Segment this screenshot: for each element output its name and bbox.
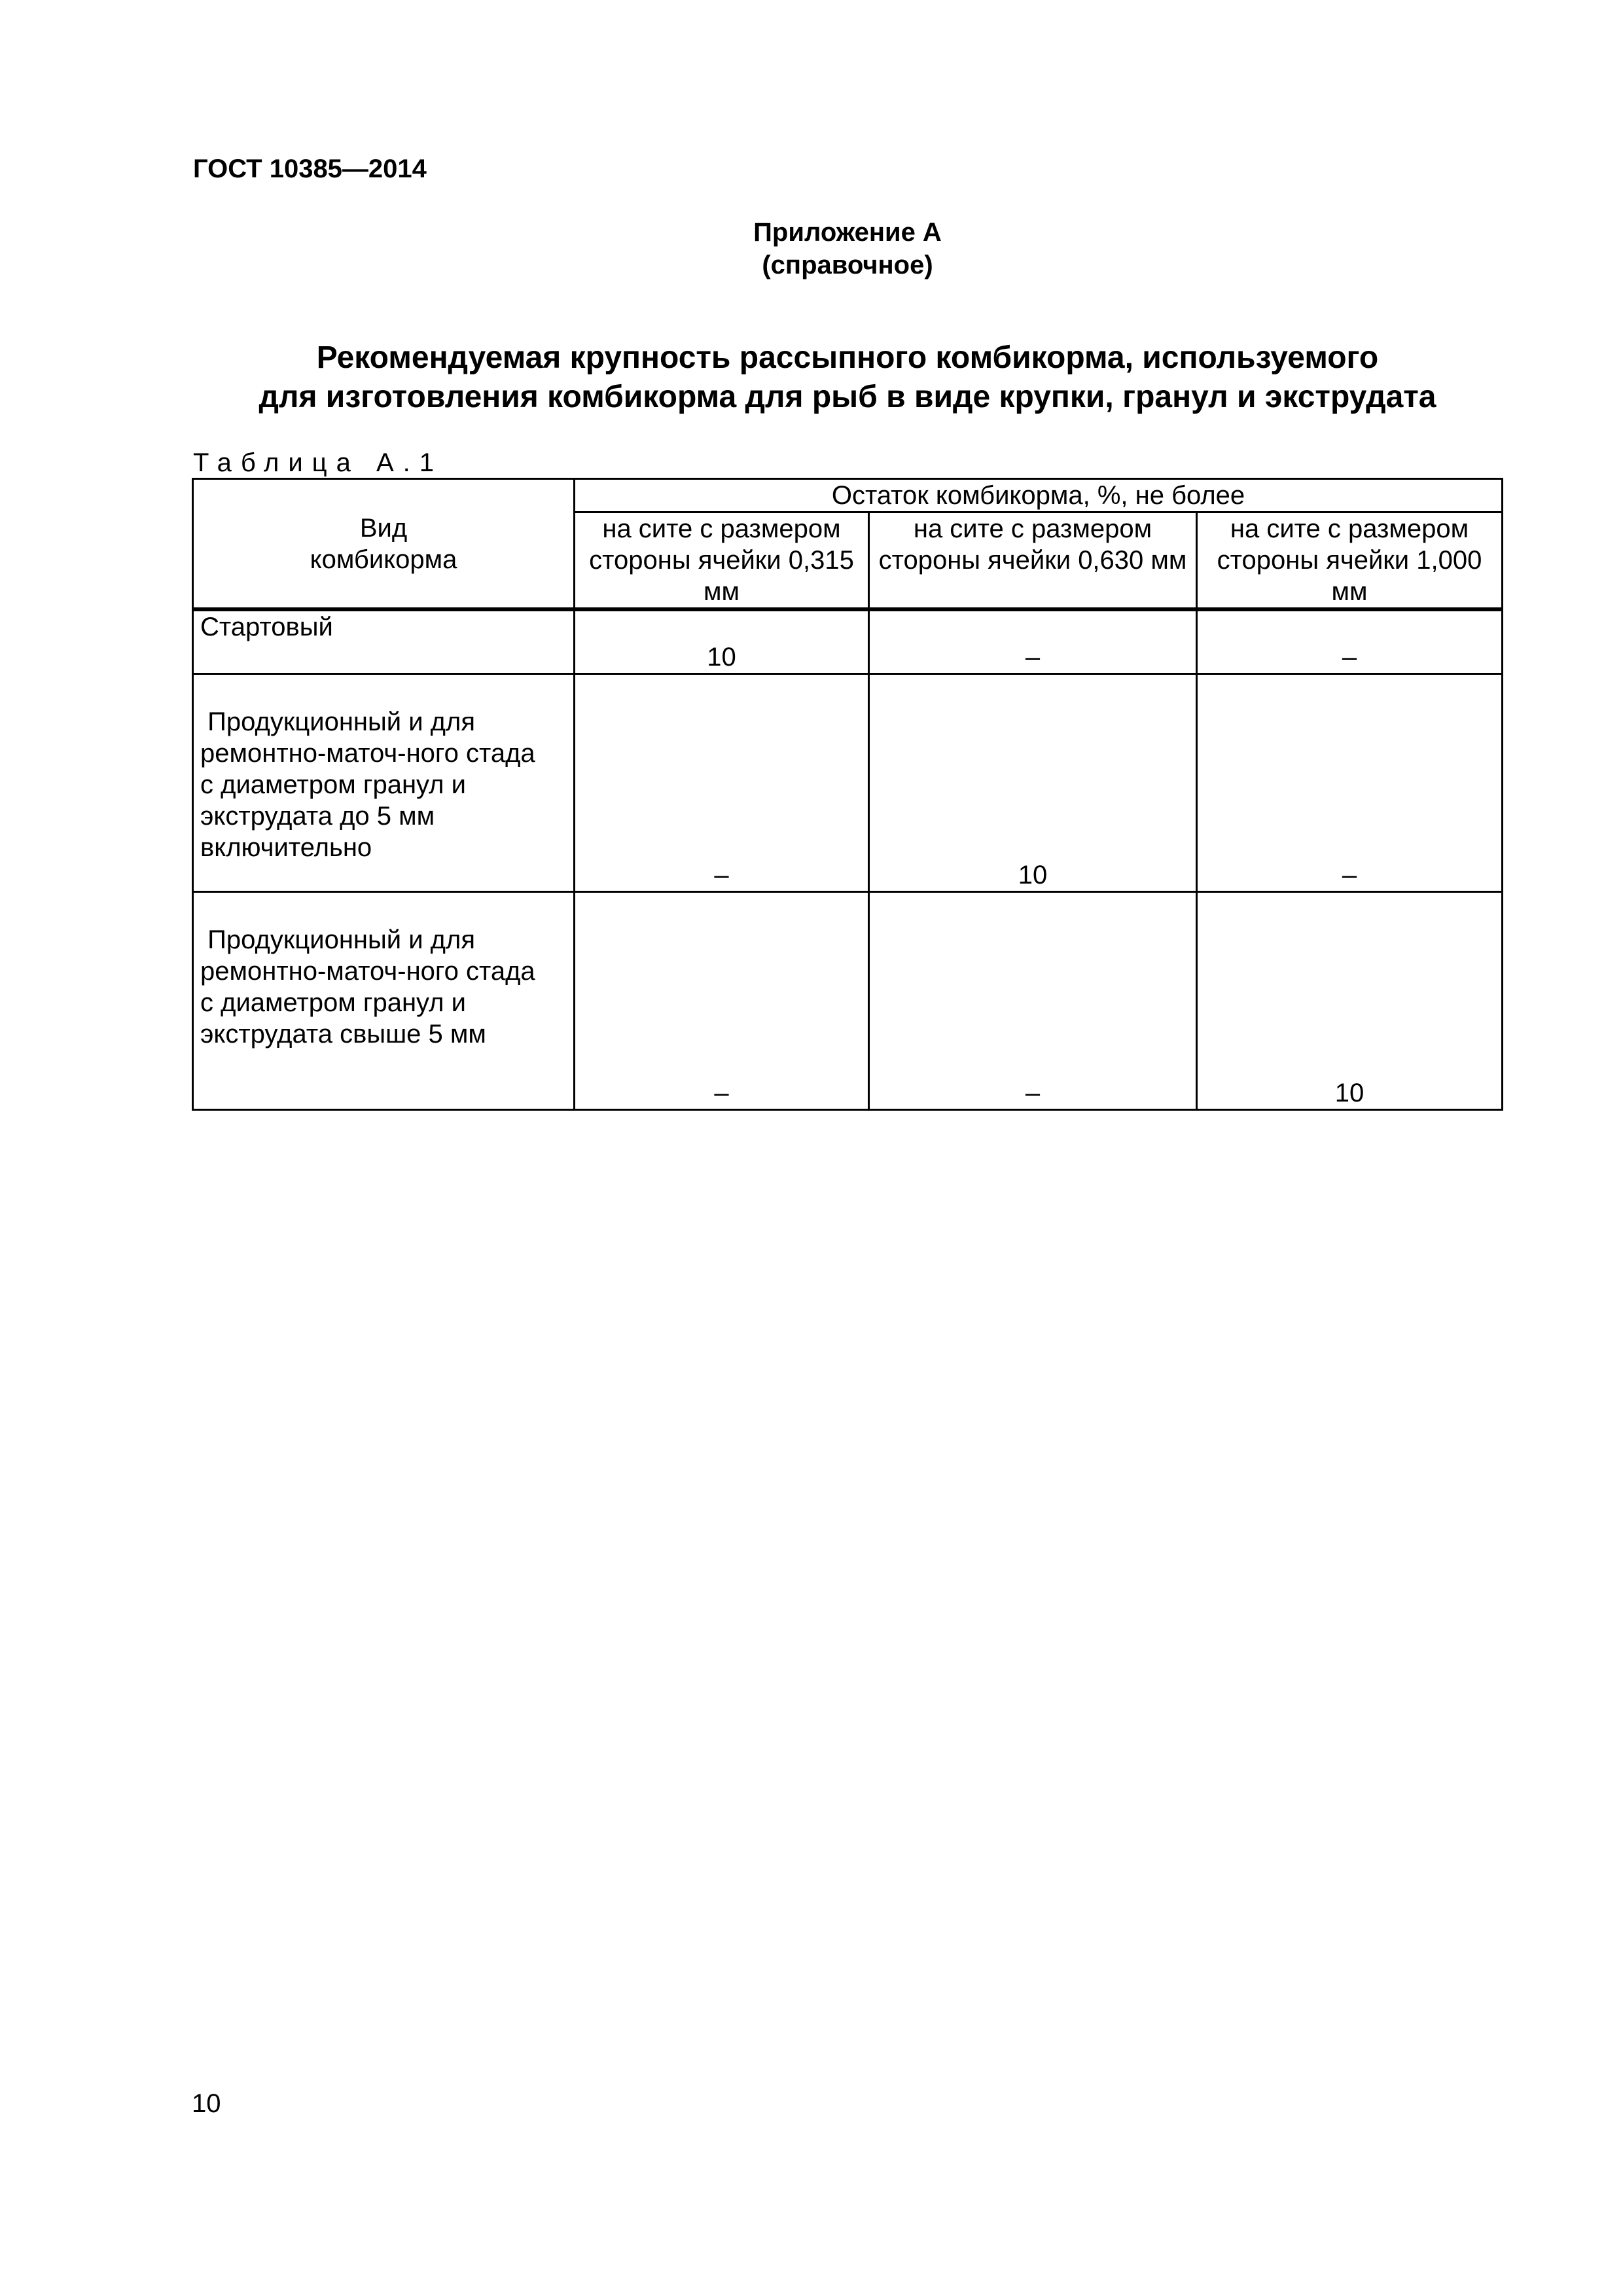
feed-kind-line: экструдата свыше 5 мм [200,1020,486,1049]
section-title-line-1: Рекомендуемая крупность рассыпного комбикорма, используемого [316,340,1379,375]
feed-kind-line: включительно [200,833,372,862]
page-number: 10 [192,2089,221,2118]
header-sieve-0630: на сите с размером стороны ячейки 0,630 мм [869,512,1197,609]
row-value: 10 [869,674,1197,892]
row-value: – [1197,611,1503,674]
header-sieve-1000: на сите с размером стороны ячейки 1,000 мм [1197,512,1503,609]
row-feed-kind [193,892,575,1110]
feed-kind-line: с диаметром гранул и [200,988,466,1017]
appendix-heading [0,216,1623,281]
sieve-residue-table [192,478,1503,1111]
header-residue-group: Остаток комбикорма, %, не более [575,479,1503,512]
header-feed-kind [193,479,575,609]
table-label: Таблица А.1 [193,448,443,477]
feed-kind-line: Продукционный и для [200,925,475,954]
header-feed-kind-line: комбикорма [310,545,457,574]
row-value: 10 [575,611,869,674]
row-feed-kind [193,611,575,674]
row-value: – [575,674,869,892]
header-feed-kind-line: Вид [359,513,408,543]
feed-kind-line: с диаметром гранул и [200,770,466,799]
row-value: – [869,892,1197,1110]
row-value: 10 [1197,892,1503,1110]
feed-kind-line: экструдата до 5 мм [200,802,435,831]
feed-kind-line: Продукционный и для [200,708,475,736]
table-row [193,674,1503,892]
table-row [193,611,1503,674]
table-header-row [193,479,1503,512]
row-value: – [575,892,869,1110]
row-value: – [1197,674,1503,892]
feed-kind-line: Стартовый [200,613,333,641]
table-row [193,892,1503,1110]
header-sieve-0315: на сите с размером стороны ячейки 0,315 мм [575,512,869,609]
row-feed-kind [193,674,575,892]
document-code: ГОСТ 10385—2014 [193,154,427,183]
feed-kind-line: ремонтно-маточ-ного стада [200,957,535,986]
section-title-line-2: для изготовления комбикорма для рыб в виде крупки, гранул и экструдата [259,380,1436,414]
section-title [0,338,1623,417]
appendix-title: Приложение А [753,218,942,247]
feed-kind-line: ремонтно-маточ-ного стада [200,739,535,768]
appendix-type: (справочное) [762,251,933,279]
row-value: – [869,611,1197,674]
